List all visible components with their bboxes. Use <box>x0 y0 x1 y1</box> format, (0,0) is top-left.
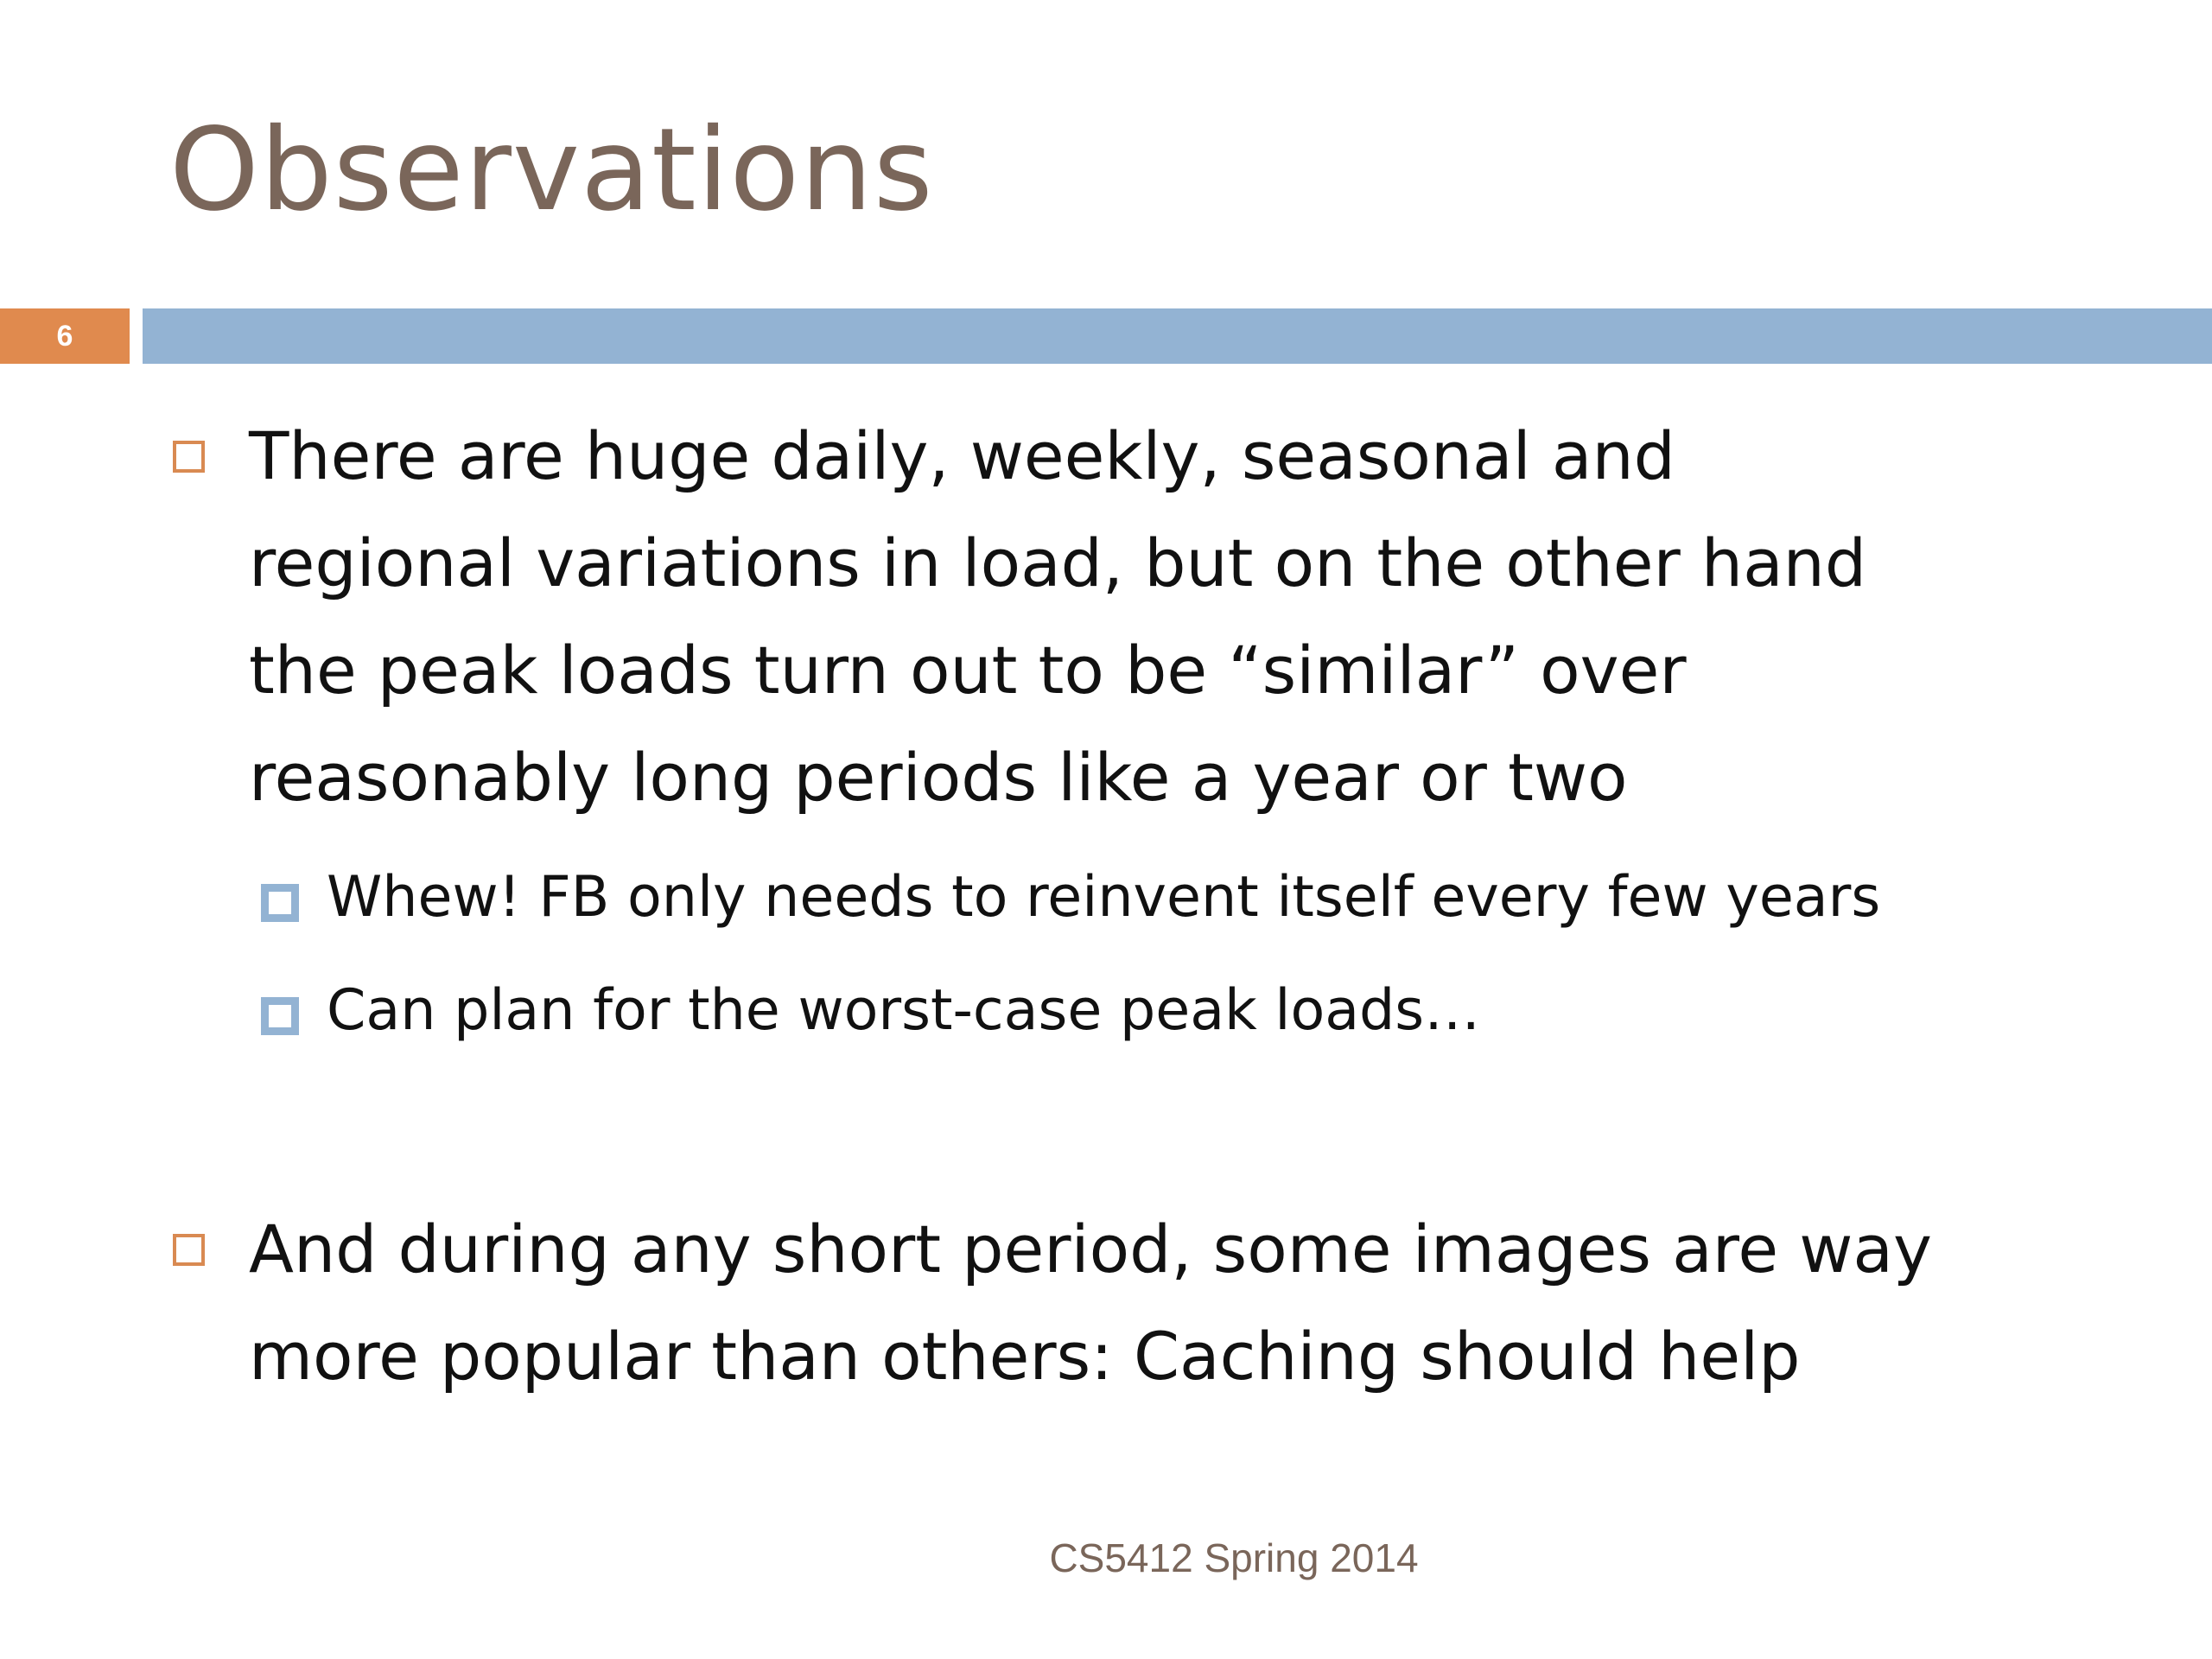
bullet-line: And during any short period, some images are way <box>249 1211 1932 1287</box>
title-divider-bar <box>143 308 2212 364</box>
sub-bullet-text: Can plan for the worst-case peak loads… <box>327 978 1481 1043</box>
sub-bullet-text: Whew! FB only needs to reinvent itself every few years <box>327 865 1881 930</box>
bullet-line: the peak loads turn out to be “similar” over <box>249 632 1687 709</box>
bullet-line: regional variations in load, but on the other hand <box>249 524 1867 601</box>
filled-square-bullet-icon <box>261 997 299 1035</box>
bullet-line: more popular than others: Caching should help <box>249 1318 1801 1395</box>
bullet-line: There are huge daily, weekly, seasonal and <box>249 417 1675 494</box>
hollow-square-bullet-icon <box>173 441 205 473</box>
slide-number-badge: 6 <box>0 308 130 364</box>
bullet-text <box>249 403 1866 831</box>
bullet-line: reasonably long periods like a year or two <box>249 739 1628 816</box>
slide-title: Observations <box>169 104 934 237</box>
bullet-text <box>249 1196 1932 1410</box>
hollow-square-bullet-icon <box>173 1234 205 1266</box>
filled-square-bullet-icon <box>261 884 299 922</box>
slide-footer: CS5412 Spring 2014 <box>1049 1535 1419 1580</box>
